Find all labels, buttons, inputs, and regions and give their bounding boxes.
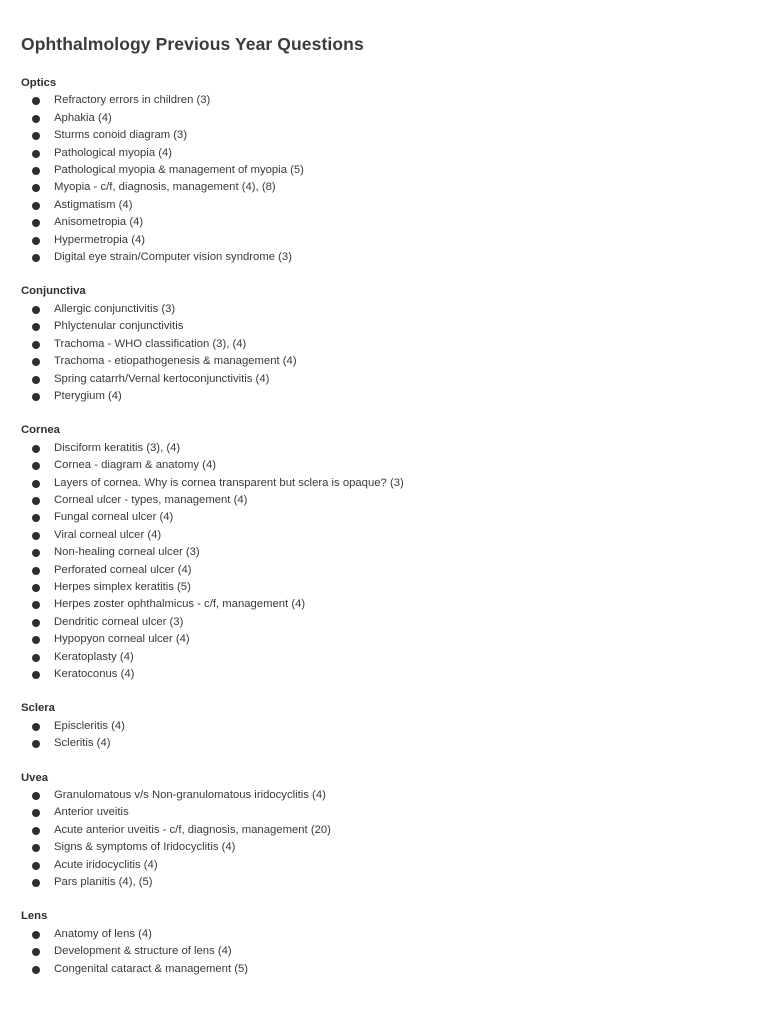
list-item-text: Hypopyon corneal ulcer (4) — [54, 633, 190, 646]
list-item — [21, 614, 768, 631]
list-item — [21, 301, 768, 318]
bullet-icon — [32, 654, 40, 662]
bullet-icon — [32, 948, 40, 956]
bullet-icon — [32, 202, 40, 210]
section-heading: Optics — [21, 77, 57, 89]
bullet-icon — [32, 879, 40, 887]
list-item-text: Viral corneal ulcer (4) — [54, 528, 162, 541]
section-sclera — [21, 700, 768, 752]
section-cornea — [21, 422, 768, 683]
list-item-text: Acute anterior uveitis - c/f, diagnosis, management (20) — [54, 823, 331, 836]
bullet-icon — [32, 254, 40, 262]
section-heading: Sclera — [21, 702, 55, 715]
list-item — [21, 457, 768, 474]
list-item — [21, 874, 768, 891]
question-list — [21, 440, 768, 684]
list-item-text: Anisometropia (4) — [54, 216, 144, 229]
list-item-text: Anterior uveitis — [54, 806, 129, 819]
list-item-text: Pathological myopia & management of myopia (5) — [54, 164, 304, 177]
question-list — [21, 926, 768, 978]
list-item — [21, 562, 768, 579]
list-item — [21, 735, 768, 752]
page-title: Ophthalmology Previous Year Questions — [21, 34, 364, 54]
list-item — [21, 857, 768, 874]
list-item-text: Trachoma - etiopathogenesis & management (4) — [54, 355, 297, 368]
list-item-text: Herpes simplex keratitis (5) — [54, 580, 191, 593]
bullet-icon — [32, 549, 40, 557]
question-list — [21, 92, 768, 266]
list-item-text: Development & structure of lens (4) — [54, 945, 232, 958]
list-item-text: Corneal ulcer - types, management (4) — [54, 493, 248, 506]
bullet-icon — [32, 132, 40, 140]
list-item — [21, 596, 768, 613]
list-item-text: Disciform keratitis (3), (4) — [54, 441, 181, 454]
bullet-icon — [32, 358, 40, 366]
section-heading: Conjunctiva — [21, 285, 86, 298]
bullet-icon — [32, 480, 40, 488]
list-item — [21, 787, 768, 804]
section-optics — [21, 75, 768, 266]
list-item — [21, 179, 768, 196]
list-item — [21, 649, 768, 666]
bullet-icon — [32, 445, 40, 453]
section-lens — [21, 908, 768, 978]
list-item — [21, 214, 768, 231]
list-item — [21, 579, 768, 596]
list-item — [21, 666, 768, 683]
list-item — [21, 353, 768, 370]
list-item-text: Digital eye strain/Computer vision syndrome (3) — [54, 251, 292, 264]
question-list — [21, 787, 768, 891]
bullet-icon — [32, 97, 40, 105]
bullet-icon — [32, 306, 40, 314]
bullet-icon — [32, 723, 40, 731]
section-conjunctiva — [21, 283, 768, 405]
list-item-text: Phlyctenular conjunctivitis — [54, 320, 184, 333]
list-item — [21, 527, 768, 544]
bullet-icon — [32, 393, 40, 401]
bullet-icon — [32, 462, 40, 470]
bullet-icon — [32, 671, 40, 679]
list-item — [21, 318, 768, 335]
list-item — [21, 197, 768, 214]
list-item-text: Episcleritis (4) — [54, 719, 125, 732]
list-item — [21, 839, 768, 856]
bullet-icon — [32, 844, 40, 852]
bullet-icon — [32, 341, 40, 349]
list-item-text: Trachoma - WHO classification (3), (4) — [54, 337, 247, 350]
list-item-text: Fungal corneal ulcer (4) — [54, 511, 174, 524]
list-item — [21, 336, 768, 353]
list-item — [21, 943, 768, 960]
list-item-text: Keratoplasty (4) — [54, 650, 134, 663]
question-list — [21, 718, 768, 753]
bullet-icon — [32, 966, 40, 974]
bullet-icon — [32, 167, 40, 175]
question-list — [21, 301, 768, 405]
list-item-text: Dendritic corneal ulcer (3) — [54, 615, 184, 628]
bullet-icon — [32, 219, 40, 227]
list-item — [21, 509, 768, 526]
bullet-icon — [32, 862, 40, 870]
list-item — [21, 145, 768, 162]
list-item-text: Hypermetropia (4) — [54, 233, 146, 246]
list-item — [21, 804, 768, 821]
bullet-icon — [32, 376, 40, 384]
bullet-icon — [32, 931, 40, 939]
bullet-icon — [32, 323, 40, 331]
bullet-icon — [32, 514, 40, 522]
bullet-icon — [32, 740, 40, 748]
bullet-icon — [32, 792, 40, 800]
list-item — [21, 718, 768, 735]
bullet-icon — [32, 150, 40, 158]
bullet-icon — [32, 636, 40, 644]
list-item-text: Spring catarrh/Vernal kertoconjunctivitis (4) — [54, 372, 270, 385]
section-uvea — [21, 770, 768, 892]
list-item — [21, 92, 768, 109]
list-item-text: Acute iridocyclitis (4) — [54, 858, 158, 871]
list-item — [21, 440, 768, 457]
list-item-text: Congenital cataract & management (5) — [54, 962, 249, 975]
list-item-text: Perforated corneal ulcer (4) — [54, 563, 192, 576]
bullet-icon — [32, 237, 40, 245]
list-item-text: Signs & symptoms of Iridocyclitis (4) — [54, 841, 236, 854]
list-item — [21, 162, 768, 179]
list-item-text: Keratoconus (4) — [54, 668, 135, 680]
list-item — [21, 127, 768, 144]
bullet-icon — [32, 619, 40, 627]
list-item — [21, 475, 768, 492]
list-item-text: Non-healing corneal ulcer (3) — [54, 546, 200, 559]
bullet-icon — [32, 115, 40, 123]
section-heading: Cornea — [21, 424, 60, 437]
list-item — [21, 388, 768, 405]
list-item-text: Sturms conoid diagram (3) — [54, 129, 188, 142]
list-item — [21, 631, 768, 648]
bullet-icon — [32, 184, 40, 192]
bullet-icon — [32, 497, 40, 505]
list-item — [21, 544, 768, 561]
list-item-text: Astigmatism (4) — [54, 198, 133, 211]
list-item — [21, 926, 768, 943]
list-item-text: Pathological myopia (4) — [54, 146, 173, 159]
list-item — [21, 371, 768, 388]
bullet-icon — [32, 532, 40, 540]
list-item — [21, 232, 768, 249]
list-item — [21, 492, 768, 509]
list-item-text: Anatomy of lens (4) — [54, 927, 152, 940]
list-item-text: Granulomatous v/s Non-granulomatous iridocyclitis (4) — [54, 789, 326, 802]
list-item-text: Allergic conjunctivitis (3) — [54, 302, 176, 315]
section-heading: Uvea — [21, 771, 49, 784]
list-item-text: Scleritis (4) — [54, 737, 111, 750]
bullet-icon — [32, 827, 40, 835]
list-item-text: Pterygium (4) — [54, 389, 122, 402]
bullet-icon — [32, 809, 40, 817]
list-item-text: Herpes zoster ophthalmicus - c/f, management (4) — [54, 598, 306, 611]
list-item-text: Aphakia (4) — [54, 111, 112, 124]
list-item — [21, 961, 768, 978]
list-item-text: Pars planitis (4), (5) — [54, 876, 153, 889]
list-item-text: Cornea - diagram & anatomy (4) — [54, 459, 216, 472]
section-heading: Lens — [21, 910, 48, 923]
bullet-icon — [32, 584, 40, 592]
bullet-icon — [32, 567, 40, 575]
list-item — [21, 249, 768, 266]
bullet-icon — [32, 601, 40, 609]
list-item-text: Refractory errors in children (3) — [54, 94, 211, 107]
list-item — [21, 822, 768, 839]
list-item-text: Layers of cornea. Why is cornea transparent but sclera is opaque? (3) — [54, 476, 404, 489]
list-item-text: Myopia - c/f, diagnosis, management (4), (8) — [54, 181, 276, 194]
list-item — [21, 110, 768, 127]
